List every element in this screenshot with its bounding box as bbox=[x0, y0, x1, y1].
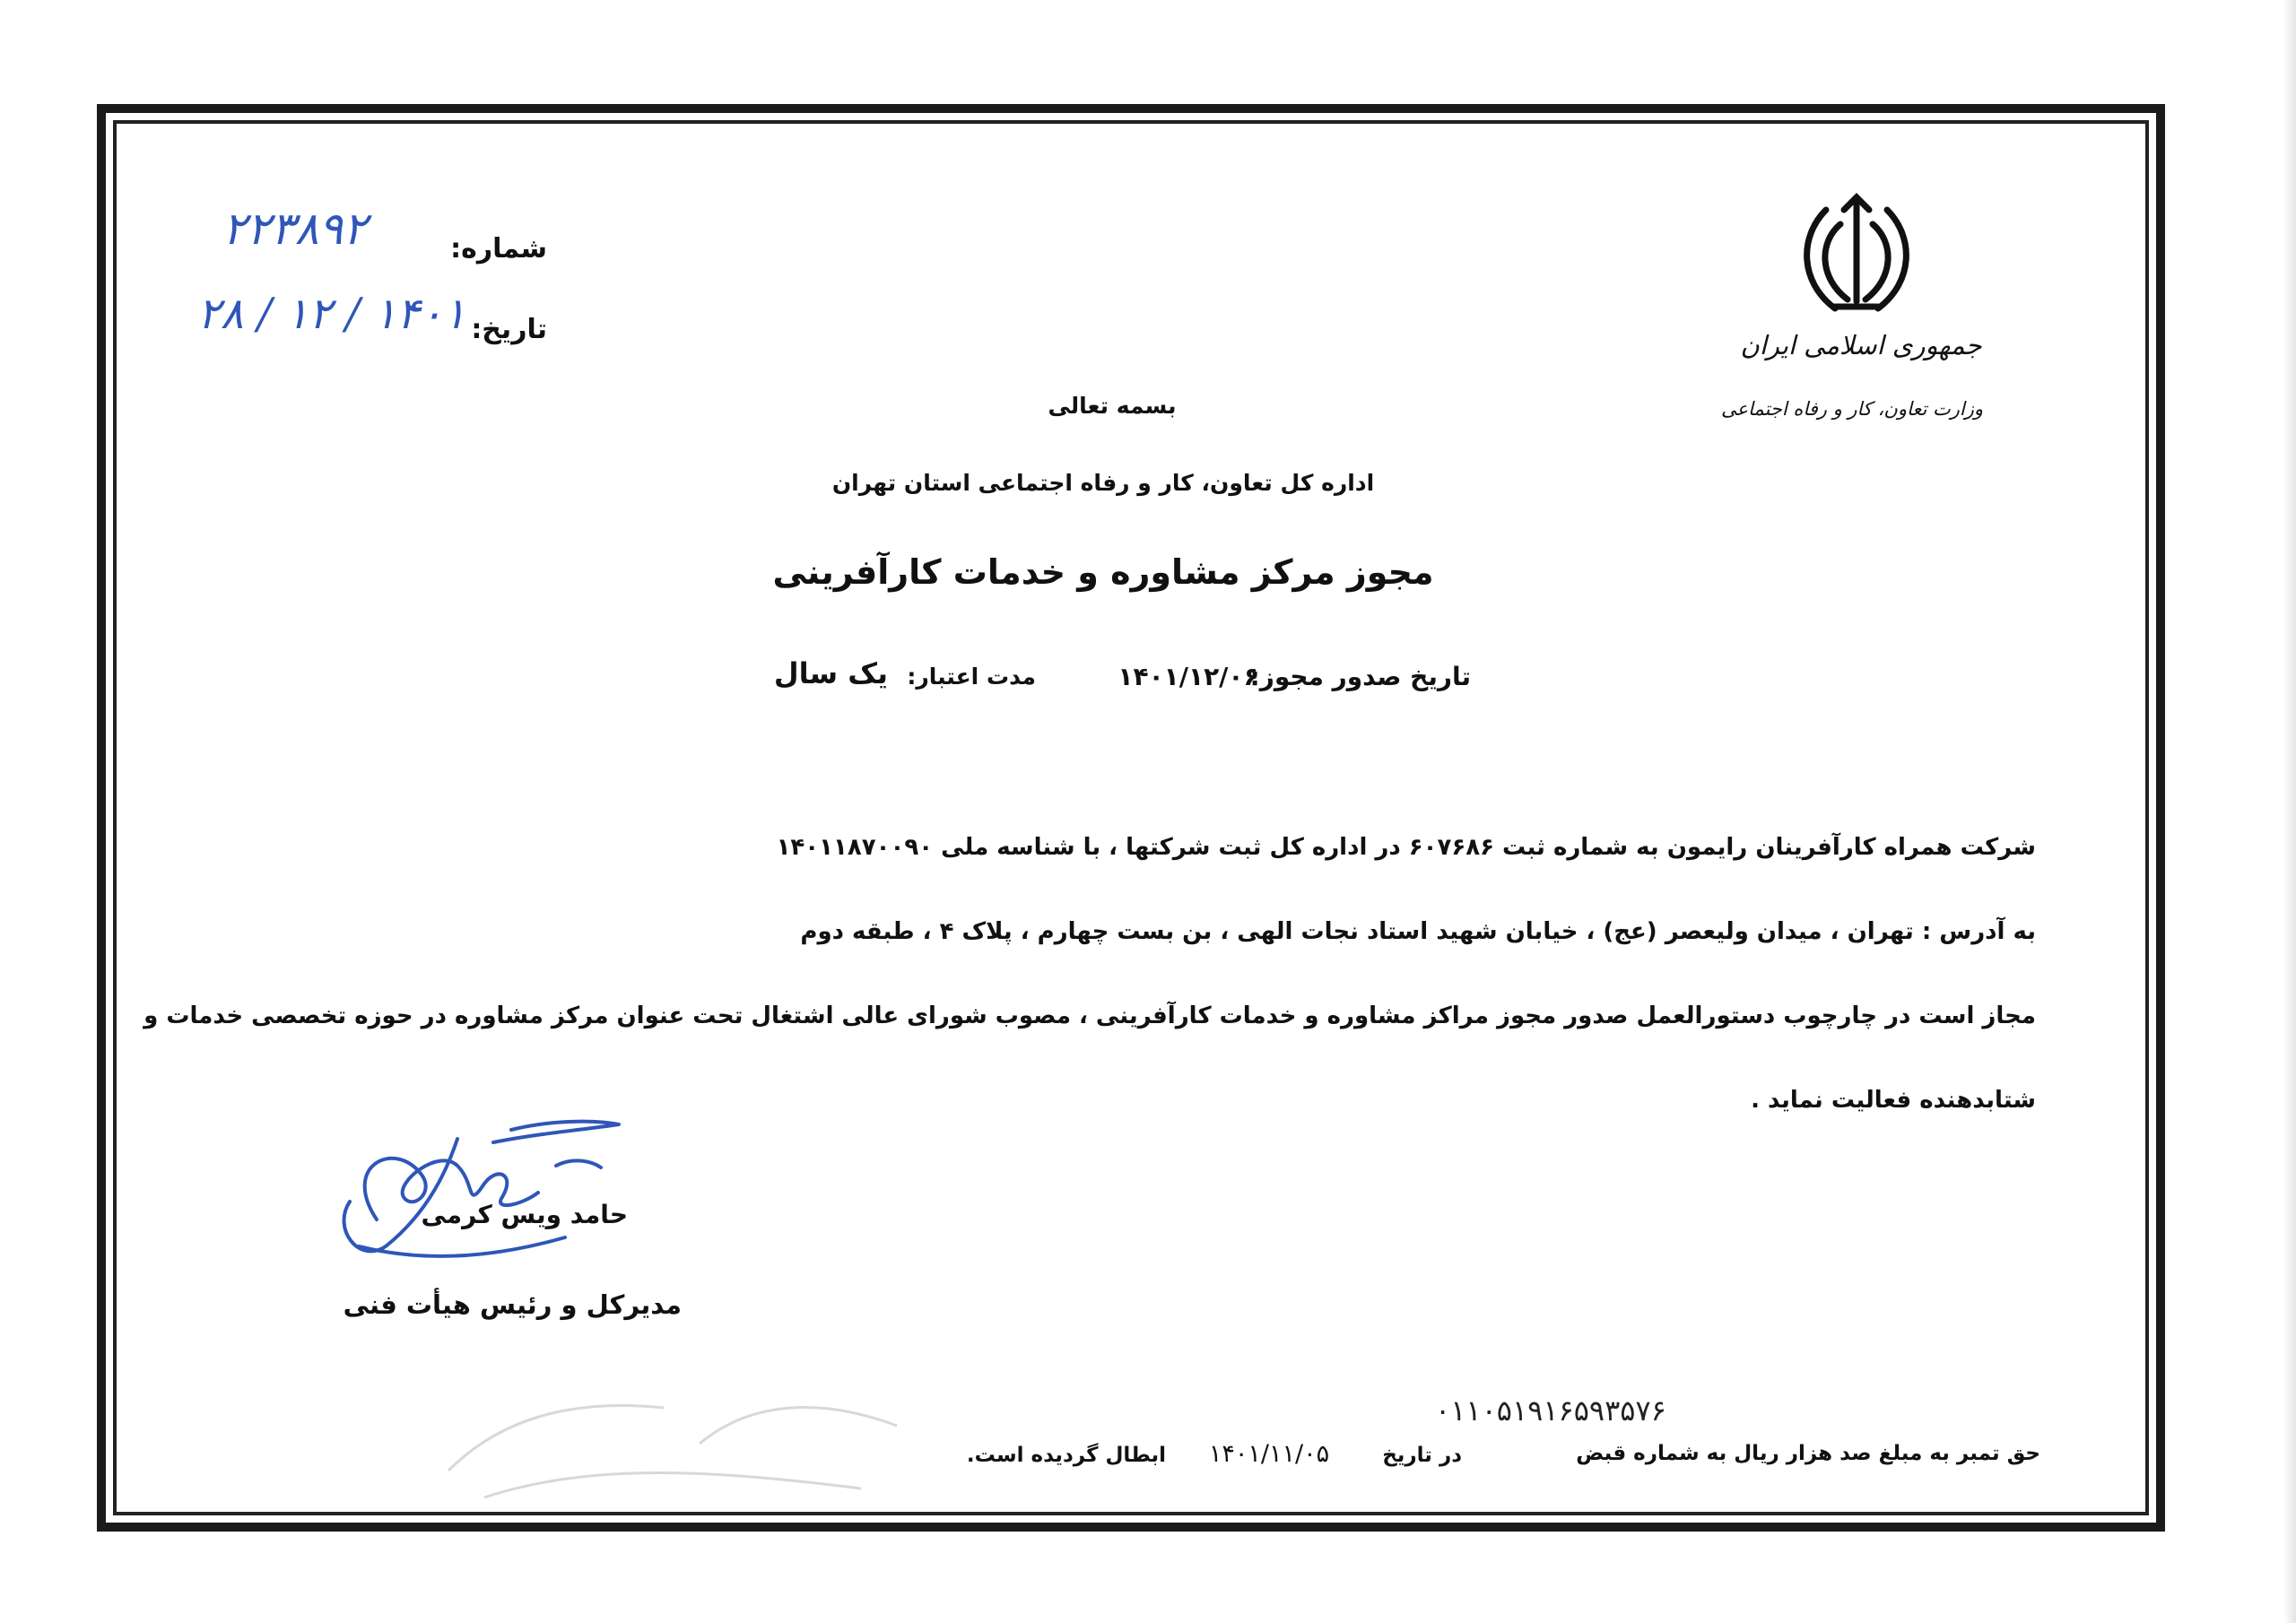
stamp-tax-date-label: در تاریخ bbox=[1382, 1444, 1462, 1467]
validity-label: مدت اعتبار: bbox=[907, 664, 1036, 690]
emblem-country-line: جمهوری اسلامی ایران bbox=[1740, 330, 1982, 360]
date-handwritten-value: ۱۴۰۱ / ۱۲ / ۲۸ bbox=[197, 289, 466, 339]
stamp-tax-date-value: ۱۴۰۱/۱۱/۰۵ bbox=[1208, 1440, 1330, 1468]
faint-stamp-mark bbox=[430, 1363, 933, 1506]
validity-value: یک سال bbox=[773, 656, 888, 690]
iran-emblem-icon bbox=[1794, 192, 1919, 317]
certificate-title: مجوز مرکز مشاوره و خدمات کارآفرینی bbox=[772, 552, 1434, 592]
number-handwritten-value: ۲۲۳۸۹۲ bbox=[222, 203, 368, 255]
date-label: تاریخ: bbox=[471, 314, 547, 345]
body-line-activity: شتابدهنده فعالیت نماید . bbox=[1751, 1087, 2036, 1114]
receipt-number-handwritten: ۰۱۱۰۵۱۹۱۶۵۹۳۵۷۶ bbox=[1435, 1393, 1666, 1428]
paper-edge bbox=[2283, 0, 2296, 1623]
body-line-authorization: مجاز است در چارچوب دستورالعمل صدور مجوز مراکز مشاوره و خدمات کارآفرینی ، مصوب شورای عالی اشتغال تحت عنوان مرکز مشاوره در حوزه تخصصی خدمات و bbox=[144, 1002, 2036, 1029]
body-line-address: به آدرس : تهران ، میدان ولیعصر (عج) ، خیابان شهید استاد نجات الهی ، بن بست چهارم ، پلاک ۴ ، طبقه دوم bbox=[800, 918, 2036, 945]
body-line-company: شرکت همراه کارآفرینان رایمون به شماره ثبت ۶۰۷۶۸۶ در اداره کل ثبت شرکتها ، با شناسه ملی ۱۴۰۱۱۸۷۰۰۹۰ bbox=[776, 834, 2036, 861]
stamp-tax-text: حق تمبر به مبلغ صد هزار ریال به شماره قبض bbox=[1576, 1442, 2040, 1465]
issue-date-label: تاریخ صدور مجوز: bbox=[1249, 662, 1471, 691]
issue-date-value: ۱۴۰۱/۱۲/۰۶ bbox=[1118, 662, 1259, 691]
signature-scribble bbox=[323, 1112, 646, 1264]
signatory-title: مدیرکل و رئیس هیأت فنی bbox=[343, 1289, 682, 1320]
invocation-text: بسمه تعالی bbox=[1048, 393, 1177, 419]
signatory-name: حامد ویس کرمی bbox=[421, 1200, 628, 1229]
department-name: اداره کل تعاون، کار و رفاه اجتماعی استان تهران bbox=[831, 470, 1375, 496]
stamp-tax-cancelled-text: ابطال گردیده است. bbox=[966, 1444, 1166, 1467]
emblem-ministry-line: وزارت تعاون، کار و رفاه اجتماعی bbox=[1720, 398, 1984, 420]
number-label: شماره: bbox=[450, 233, 547, 265]
